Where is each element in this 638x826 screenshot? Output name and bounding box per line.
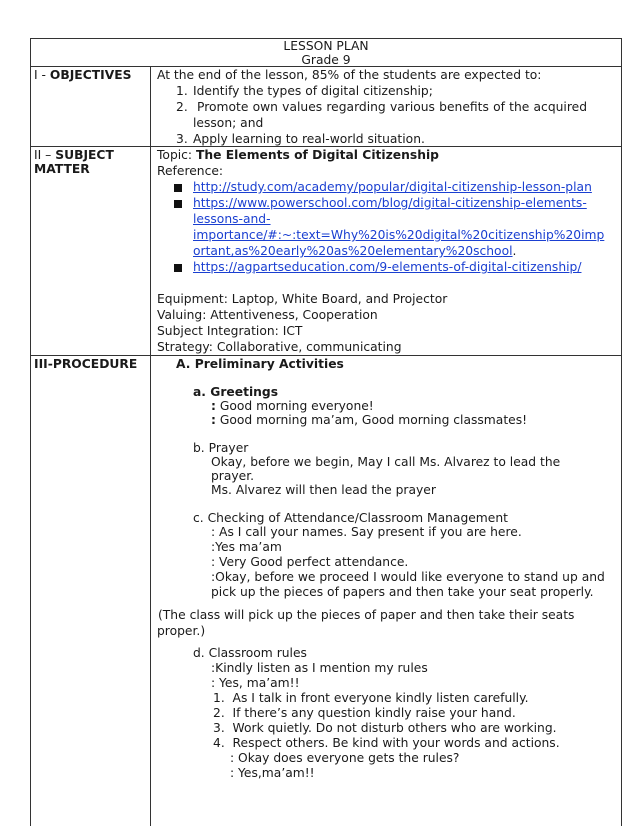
class-note-line-1: (The class will pick up the pieces of paper and then take their seats	[158, 608, 575, 622]
prayer-line-3: Ms. Alvarez will then lead the prayer	[211, 483, 436, 497]
rule-item: 3. Work quietly. Do not disturb others who are working.	[213, 721, 557, 735]
table-border-left	[30, 38, 31, 826]
reference-link-powerschool[interactable]: https://www.powerschool.com/blog/digital-citizenship-elements-	[193, 196, 587, 210]
greetings-student-text: Good morning ma’am, Good morning classmates!	[215, 413, 528, 427]
subject-matter-label	[34, 148, 114, 163]
dialogue-colon: :	[211, 399, 216, 413]
rule-item: 2. If there’s any question kindly raise your hand.	[213, 706, 516, 720]
topic-prefix: Topic:	[157, 148, 193, 162]
attendance-line-2: :Yes ma’am	[211, 540, 282, 554]
reference-link-study[interactable]: http://study.com/academy/popular/digital-citizenship-lesson-plan	[193, 180, 592, 194]
column-divider	[150, 66, 151, 826]
subject-heading-cont: MATTER	[34, 162, 90, 176]
bullet-square-icon	[174, 264, 182, 272]
rules-response: : Yes, ma’am!!	[211, 676, 300, 690]
grade-label: Grade 9	[301, 53, 351, 67]
greetings-heading: a. Greetings	[193, 385, 279, 399]
rules-answer: : Yes,ma’am!!	[230, 766, 315, 780]
dialogue-colon: :	[211, 413, 216, 427]
greetings-student-line	[211, 413, 527, 428]
table-border-right	[621, 38, 622, 826]
row-divider-subject	[30, 355, 622, 356]
strategy-line: Strategy: Collaborative, communicating	[157, 340, 402, 354]
reference-link-powerschool-cont-3[interactable]: ortant,as%20early%20as%20elementary%20school	[193, 244, 513, 258]
preliminary-activities-heading: A. Preliminary Activities	[176, 357, 344, 371]
rule-item: 4. Respect others. Be kind with your words and actions.	[213, 736, 560, 750]
prayer-heading: b. Prayer	[193, 441, 249, 455]
class-note-line-2: proper.)	[157, 624, 206, 638]
reference-link-powerschool-cont-1[interactable]: lessons-and-	[193, 212, 271, 226]
greetings-teacher-line	[211, 399, 374, 414]
prayer-line-1: Okay, before we begin, May I call Ms. Alvarez to lead the	[211, 455, 561, 469]
objectives-heading: OBJECTIVES	[49, 68, 132, 82]
prayer-line-2: prayer.	[211, 469, 255, 483]
attendance-line-1: : As I call your names. Say present if you are here.	[211, 525, 522, 539]
valuing-line: Valuing: Attentiveness, Cooperation	[157, 308, 378, 322]
objective-2-number: 2.	[176, 100, 188, 114]
reference-period: .	[512, 244, 517, 258]
objectives-number: I -	[34, 68, 46, 82]
objectives-intro: At the end of the lesson, 85% of the students are expected to:	[157, 68, 542, 82]
rule-item: 1. As I talk in front everyone kindly listen carefully.	[213, 691, 529, 705]
rules-intro: :Kindly listen as I mention my rules	[211, 661, 428, 675]
bullet-square-icon	[174, 184, 182, 192]
objective-1-text: Identify the types of digital citizenship;	[193, 84, 433, 98]
objectives-label	[34, 68, 131, 83]
greetings-teacher-text: Good morning everyone!	[215, 399, 374, 413]
procedure-heading: III-PROCEDURE	[34, 357, 138, 371]
topic-line	[157, 148, 439, 163]
reference-link-powerschool-line-4	[193, 244, 516, 259]
objective-1-number: 1.	[176, 84, 188, 98]
lesson-plan-title: LESSON PLAN	[283, 39, 369, 53]
objective-2-text: Promote own values regarding various benefits of the acquired	[197, 100, 587, 114]
attendance-line-5: pick up the pieces of papers and then take your seat properly.	[211, 585, 594, 599]
reference-link-agparts[interactable]: https://agpartseducation.com/9-elements-of-digital-citizenship/	[193, 260, 582, 274]
objective-3-text: Apply learning to real-world situation.	[193, 132, 425, 146]
attendance-line-3: : Very Good perfect attendance.	[211, 555, 409, 569]
subject-heading: SUBJECT	[55, 148, 114, 162]
subject-number: II –	[34, 148, 52, 162]
integration-line: Subject Integration: ICT	[157, 324, 303, 338]
topic-title: The Elements of Digital Citizenship	[196, 148, 439, 162]
reference-label: Reference:	[157, 164, 224, 178]
bullet-square-icon	[174, 200, 182, 208]
objective-3-number: 3.	[176, 132, 188, 146]
rules-heading: d. Classroom rules	[193, 646, 307, 660]
equipment-line: Equipment: Laptop, White Board, and Projector	[157, 292, 448, 306]
objective-2-text-cont: lesson; and	[193, 116, 264, 130]
attendance-heading: c. Checking of Attendance/Classroom Management	[193, 511, 508, 525]
rules-question: : Okay does everyone gets the rules?	[230, 751, 460, 765]
reference-link-powerschool-cont-2[interactable]: importance/#:~:text=Why%20is%20digital%20citizenship%20imp	[193, 228, 605, 242]
attendance-line-4: :Okay, before we proceed I would like everyone to stand up and	[211, 570, 605, 584]
